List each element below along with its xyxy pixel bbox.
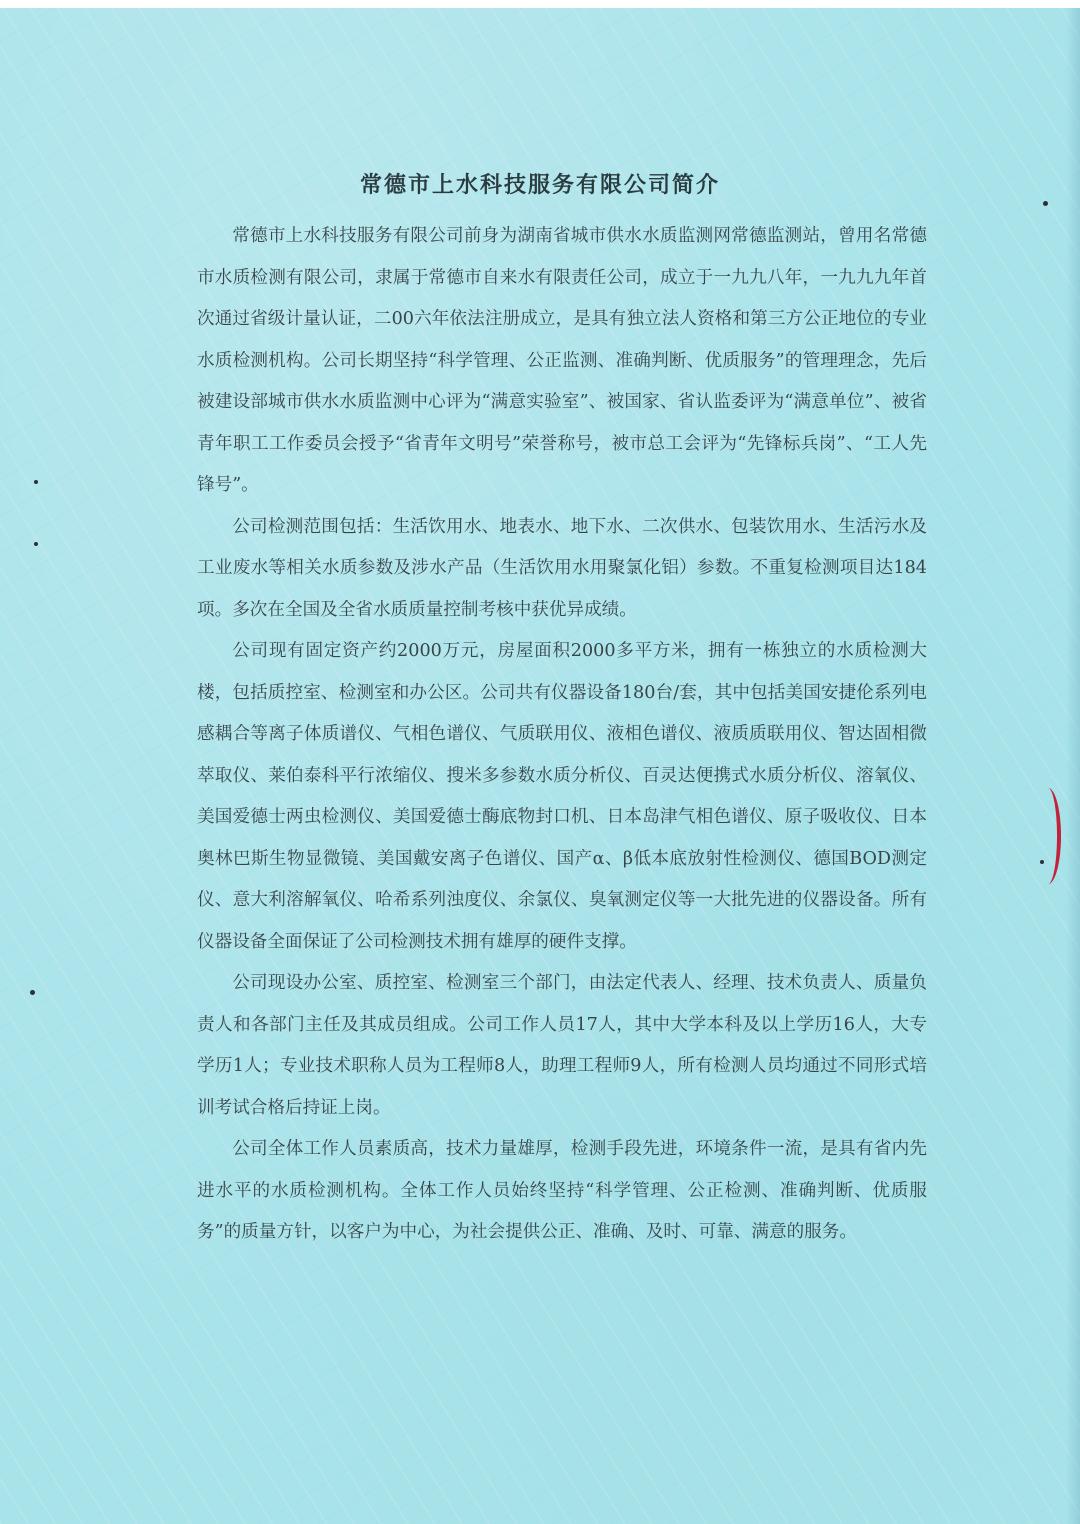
paragraph-quality-policy: 公司全体工作人员素质高，技术力量雄厚，检测手段先进，环境条件一流，是具有省内先进水平的水质检测机构。全体工作人员始终坚持“科学管理、公正检测、准确判断、优质服务”的质量方针，以客户为中心，为社会提供公正、准确、及时、可靠、满意的服务。	[197, 1139, 927, 1242]
document-title: 常德市上水科技服务有限公司简介	[359, 172, 720, 198]
paragraph-assets-equipment: 公司现有固定资产约2000万元，房屋面积2000多平方米，拥有一栋独立的水质检测大楼，包括质控室、检测室和办公区。公司共有仪器设备180台/套，其中包括美国安捷伦系列电感耦合等离子体质谱仪、气相色谱仪、气质联用仪、液相色谱仪、液质质联用仪、智达固相微萃取仪、莱伯泰科平行浓缩仪、搜米多参数水质分析仪、百灵达便携式水质分析仪、溶氧仪、美国爱德士两虫检测仪、美国爱德士酶底物封口机、日本岛津气相色谱仪、原子吸收仪、日本奥林巴斯生物显微镜、美国戴安离子色谱仪、国产α、β低本底放射性检测仪、德国BOD测定仪、意大利溶解氧仪、哈希系列浊度仪、余氯仪、臭氧测定仪等一大批先进的仪器设备。所有仪器设备全面保证了公司检测技术拥有雄厚的硬件支撑。	[197, 641, 927, 952]
red-pen-mark	[1035, 788, 1061, 884]
scan-speck	[30, 990, 35, 995]
page-edge-shadow	[1066, 8, 1080, 1524]
scanned-page	[0, 8, 1080, 1524]
scan-speck	[1043, 201, 1048, 206]
scan-speck	[34, 480, 38, 484]
scan-speck	[34, 542, 38, 546]
paragraph-company-history: 常德市上水科技服务有限公司前身为湖南省城市供水水质监测网常德监测站，曾用名常德市水质检测有限公司，隶属于常德市自来水有限责任公司，成立于一九九八年，一九九九年首次通过省级计量认证，二00六年依法注册成立，是具有独立法人资格和第三方公正地位的专业水质检测机构。公司长期坚持“科学管理、公正监测、准确判断、优质服务”的管理理念，先后被建设部城市供水水质监测中心评为“满意实验室”、被国家、省认监委评为“满意单位”、被省青年职工工作委员会授予“省青年文明号”荣誉称号，被市总工会评为“先锋标兵岗”、“工人先锋号”。	[197, 226, 927, 495]
document-body	[197, 216, 927, 1254]
paragraph-testing-scope: 公司检测范围包括：生活饮用水、地表水、地下水、二次供水、包装饮用水、生活污水及工业废水等相关水质参数及涉水产品（生活饮用水用聚氯化铝）参数。不重复检测项目达184项。多次在全国及全省水质质量控制考核中获优异成绩。	[197, 516, 927, 620]
paragraph-departments-staff: 公司现设办公室、质控室、检测室三个部门，由法定代表人、经理、技术负责人、质量负责人和各部门主任及其成员组成。公司工作人员17人，其中大学本科及以上学历16人，大专学历1人；专业技术职称人员为工程师8人，助理工程师9人，所有检测人员均通过不同形式培训考试合格后持证上岗。	[197, 973, 927, 1118]
